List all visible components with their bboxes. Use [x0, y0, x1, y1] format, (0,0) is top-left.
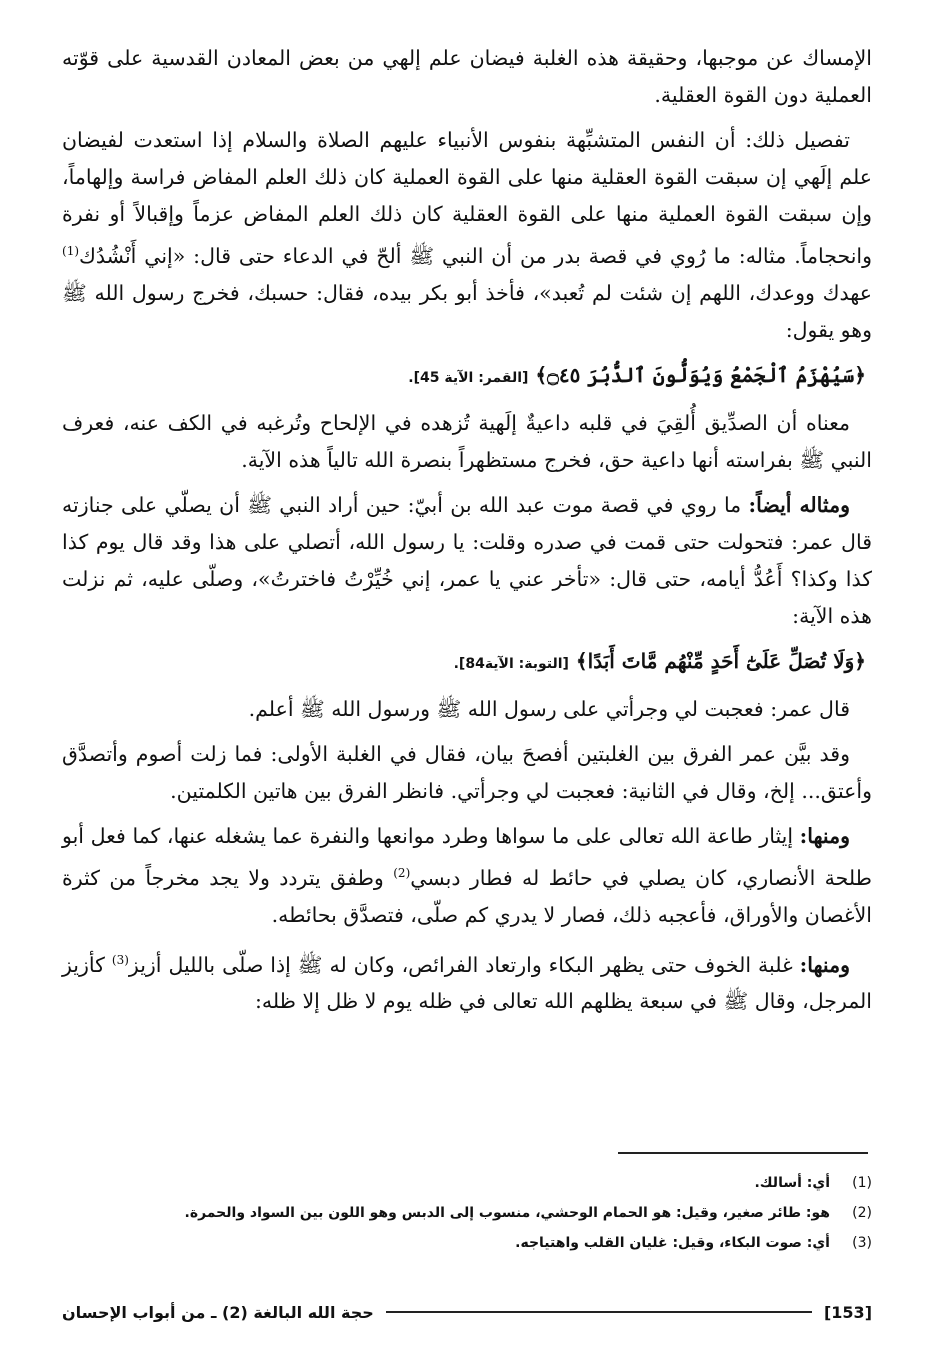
verse-text: ﴿وَلَا تُصَلِّ عَلَىٰٓ أَحَدٍ مِّنْهُم مَّاتَ أَبَدًا﴾ [575, 648, 866, 673]
paragraph-text-continued: عهدك ووعدك، اللهم إن شئت لم تُعبد»، فأخذ أبو بكر بيده، فقال: حسبك، فخرج رسول الله ﷺ وهو يقول: [62, 280, 872, 342]
paragraph-text: معناه أن الصدِّيق أُلقِيَ في قلبه داعيةٌ إلَهية تُزهده في الإلحاح وتُرغبه في الكف عنه، فعرف النبي ﷺ بفراسته أنها داعية حق، فخرج مستظهراً بنصرة الله تالياً هذه الآية. [62, 410, 872, 472]
footnote-marker-2: (2) [393, 865, 411, 880]
paragraph-text: تفصيل ذلك: أن النفس المتشبِّهة بنفوس الأنبياء عليهم الصلاة والسلام إذا استعدت لفيضان علم إلَهي إن سبقت القوة العقلية منها على القوة العملية كان ذلك العلم المفاض فراسة وإلهاماً، وإن سبقت القوة العملية منها على القوة العقلية كان ذلك العلم المفاض عزماً وإقبالاً أو نفرة وانحجاماً. مثاله: ما رُوي في قصة بدر من أن النبي ﷺ ألحّ في الدعاء حتى قال: «إني أَنْشُدُك [62, 128, 872, 268]
paragraph-7 [62, 818, 872, 934]
main-text [62, 40, 872, 1028]
paragraph-lead: ومنها: [799, 823, 850, 848]
paragraph-5 [62, 691, 872, 728]
quran-verse-2 [62, 643, 872, 683]
paragraph-text: غلبة الخوف حتى يظهر البكاء وارتعاد الفرائص، وكان له ﷺ إذا صلّى بالليل أزيز [128, 952, 800, 977]
page-number: [153] [823, 1302, 872, 1322]
footnotes [62, 1168, 872, 1258]
footnote-marker-3: (3) [111, 952, 129, 967]
page-footer [62, 1300, 872, 1324]
footnote-text: هو: طائر صغير، وقيل: هو الحمام الوحشي، منسوب إلى الدبس وهو اللون بين السواد والحمرة. [184, 1205, 830, 1221]
paragraph-text: ما روي في قصة موت عبد الله بن أبيّ: حين أراد النبي ﷺ أن يصلّي على جنازته قال عمر: فتحولت حتى قمت في صدره وقلت: يا رسول الله، أتصلي على هذا وقد قال يوم كذا كذا وكذا؟ أَعُدُّ أيامه، حتى قال: «تأخر عني يا عمر، إني خُيِّرْتُ فاخترتُ»، وصلّى عليه، ثم نزلت هذه الآية: [62, 492, 872, 628]
paragraph-text: قال عمر: فعجبت لي وجرأتي على رسول الله ﷺ ورسول الله ﷺ أعلم. [248, 696, 850, 721]
footnote-number: (3) [852, 1235, 872, 1251]
footnote-text: أي: أسالك. [754, 1175, 830, 1191]
paragraph-text-continued: كأزيز المرجل، وقال ﷺ في سبعة يظلهم الله تعالى في ظله يوم لا ظل إلا ظله: [62, 952, 872, 1014]
footnote-item [62, 1168, 872, 1198]
footnote-number: (2) [852, 1205, 872, 1221]
footnote-separator [618, 1152, 868, 1154]
paragraph-2 [62, 122, 872, 349]
footnote-item [62, 1198, 872, 1228]
paragraph-lead: ومثاله أيضاً: [748, 492, 850, 517]
paragraph-1 [62, 40, 872, 114]
footer-rule [386, 1311, 812, 1313]
quran-verse-1 [62, 357, 872, 397]
verse-reference: [القمر: الآية 45]. [408, 369, 529, 386]
paragraph-6 [62, 736, 872, 810]
footnote-text: أي: صوت البكاء، وقيل: غليان القلب واهتياجه. [515, 1235, 830, 1251]
footnote-marker-1: (1) [62, 244, 80, 258]
paragraph-text-continued: وطفق يتردد ولا يجد مخرجاً من كثرة الأغصان والأوراق، فأعجبه ذلك، فصار لا يدري كم صلّى، فتصدَّق بحائطه. [62, 865, 872, 927]
verse-text: ﴿سَيُهْزَمُ ٱلْجَمْعُ وَيُوَلُّونَ ٱلدُّبُرَ ۝٤٥﴾ [535, 362, 866, 387]
verse-reference: [التوبة: الآية84]. [453, 655, 569, 672]
paragraph-4 [62, 487, 872, 635]
paragraph-8 [62, 942, 872, 1021]
footnote-item [62, 1228, 872, 1258]
book-title: حجة الله البالغة (2) ـ من أبواب الإحسان [62, 1302, 374, 1322]
paragraph-text: الإمساك عن موجبها، وحقيقة هذه الغلبة فيضان علم إلهي من بعض المعادن القدسية على قوّته العملية دون القوة العقلية. [62, 46, 872, 107]
paragraph-text: إيثار طاعة الله تعالى على ما سواها وطرد موانعها والنفرة عما يشغله عنها، كما فعل أبو طلحة الأنصاري، كان يصلي في حائط له فطار دبسي [62, 823, 873, 890]
footnote-number: (1) [852, 1175, 872, 1191]
paragraph-text: وقد بيَّن عمر الفرق بين الغلبتين أفصحَ بيان، فقال في الغلبة الأولى: فما زلت أصوم وأتصدَّق وأعتق... إلخ، وقال في الثانية: فعجبت لي وجرأتي. فانظر الفرق بين هاتين الكلمتين. [62, 741, 872, 803]
paragraph-lead: ومنها: [799, 952, 850, 977]
paragraph-3 [62, 405, 872, 479]
